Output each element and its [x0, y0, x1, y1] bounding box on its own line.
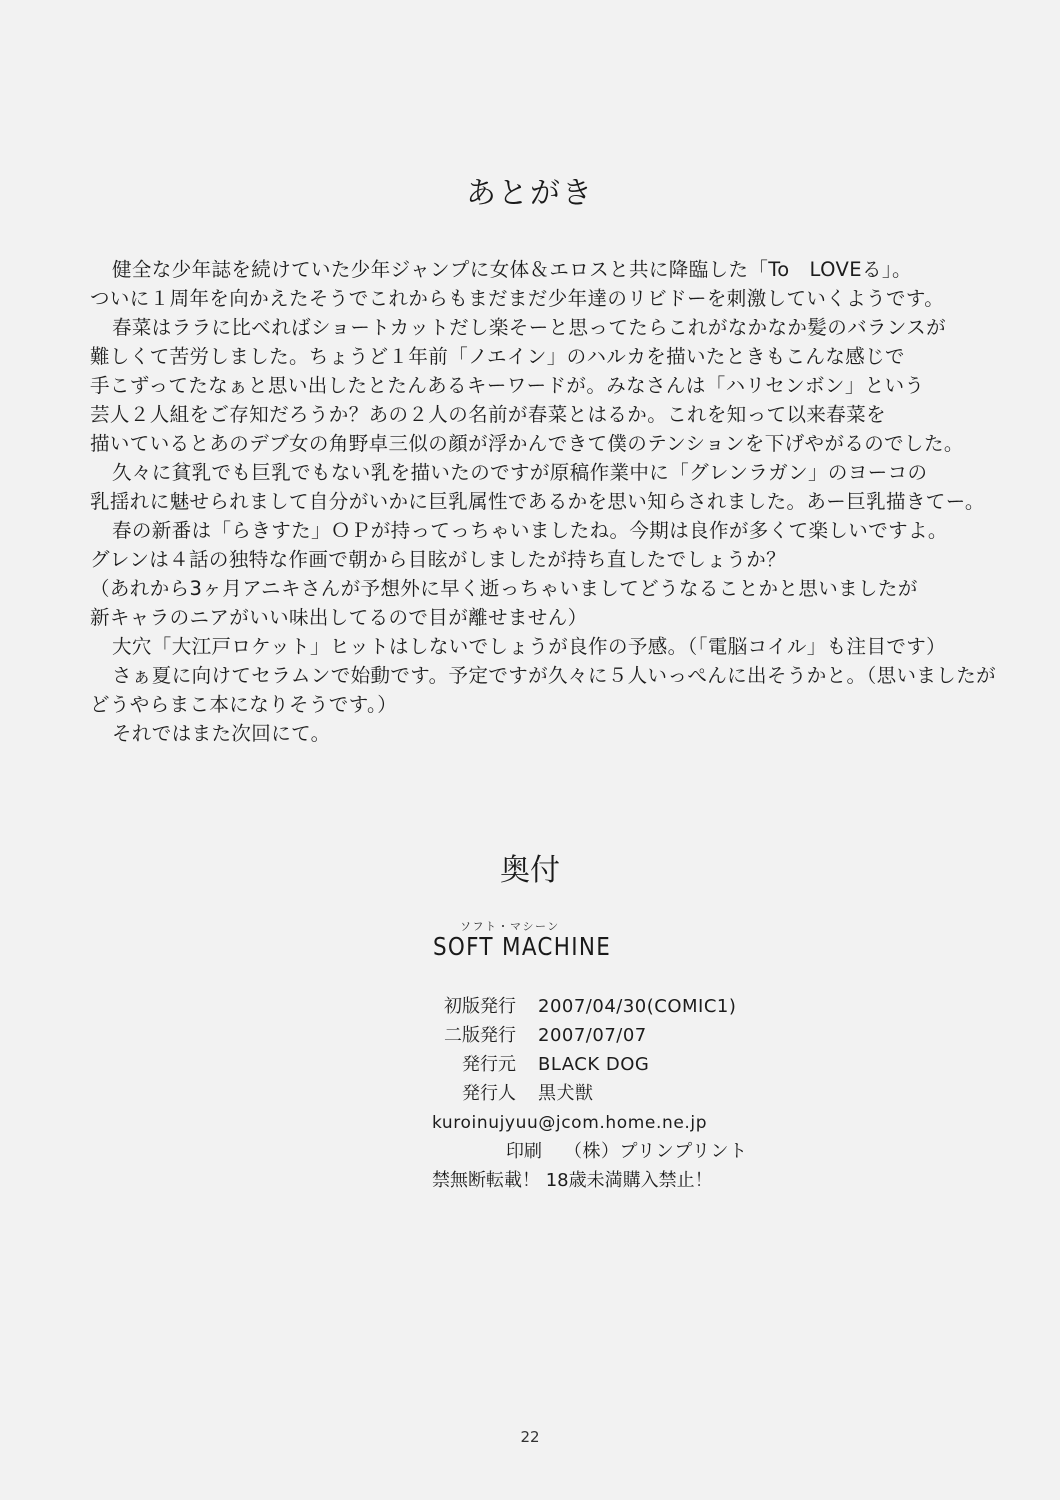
colophon-row-printer — [432, 1137, 792, 1166]
afterword-title: あとがき — [466, 176, 594, 211]
afterword-line: 新キャラのニアがいい味出してるので目が離せません） — [90, 606, 588, 629]
afterword-line: 描いているとあのデブ女の角野卓三似の顔が浮かんできて僕のテンションを下げやがるのでした。 — [90, 432, 964, 455]
colophon-row-first-edition — [432, 992, 792, 1021]
colophon-table — [432, 992, 792, 1195]
afterword-line: 健全な少年誌を続けていた少年ジャンプに女体＆エロスと共に降臨した「To LOVEる」。 — [112, 258, 912, 281]
colophon-value: 2007/07/07 — [538, 1025, 647, 1046]
afterword-line: 春菜はララに比べればショートカットだし楽そーと思ってたらこれがなかなか髪のバランスが — [112, 316, 947, 339]
afterword-line: ついに１周年を向かえたそうでこれからもまだまだ少年達のリビドーを刺激していくようです。 — [90, 287, 945, 310]
colophon-value: 2007/04/30(COMIC1) — [538, 996, 737, 1017]
afterword-line: 春の新番は「らきすた」ＯＰが持ってっちゃいましたね。今期は良作が多くて楽しいですよ。 — [112, 519, 948, 542]
afterword-line: 久々に貧乳でも巨乳でもない乳を描いたのですが原稿作業中に「グレンラガン」のヨーコの — [112, 461, 928, 484]
title-ruby: ソフト・マシーン — [460, 920, 560, 933]
colophon-label: 印刷 — [506, 1141, 542, 1162]
colophon-row-second-edition — [432, 1021, 792, 1050]
colophon-row-publisher — [432, 1050, 792, 1079]
colophon-label: 初版発行 — [444, 996, 516, 1017]
colophon-label: 発行元 — [462, 1054, 516, 1075]
afterword-line: それではまた次回にて。 — [112, 722, 331, 745]
afterword-line: さぁ夏に向けてセラムンで始動です。予定ですが久々に５人いっぺんに出そうかと。（思いましたが — [112, 664, 996, 687]
colophon-row-notice — [432, 1166, 792, 1195]
afterword-line: （あれから3ヶ月アニキさんが予想外に早く逝っちゃいましてどうなることかと思いましたが — [90, 577, 918, 600]
afterword-line: 手こずってたなぁと思い出したとたんあるキーワードが。みなさんは「ハリセンボン」という — [90, 374, 925, 397]
afterword-line: 乳揺れに魅せられまして自分がいかに巨乳属性であるかを思い知らされました。あー巨乳描きてー。 — [90, 490, 985, 513]
colophon-value: （株）プリンプリント — [564, 1141, 748, 1162]
colophon-row-email — [432, 1108, 792, 1137]
contact-email: kuroinujyuu@jcom.home.ne.jp — [432, 1113, 708, 1133]
colophon-value: 黒犬獣 — [538, 1083, 594, 1104]
colophon-row-issuer — [432, 1079, 792, 1108]
colophon-label: 発行人 — [462, 1083, 516, 1104]
afterword-line: どうやらまこ本になりそうです。） — [90, 693, 398, 716]
colophon-label: 二版発行 — [444, 1025, 516, 1046]
colophon-heading: 奥付 — [500, 853, 560, 888]
reprint-notice: 禁無断転載！ 18歳未満購入禁止！ — [432, 1170, 713, 1191]
afterword-line: 大穴「大江戸ロケット」ヒットはしないでしょうが良作の予感。（「電脳コイル」も注目です） — [112, 635, 947, 658]
colophon-value: BLACK DOG — [538, 1054, 650, 1075]
page-number: 22 — [520, 1428, 540, 1446]
afterword-line: 芸人２人組をご存知だろうか？あの２人の名前が春菜とはるか。これを知って以来春菜を — [90, 403, 887, 426]
afterword-line: グレンは４話の独特な作画で朝から目眩がしましたが持ち直したでしょうか？ — [90, 548, 787, 571]
afterword-body — [90, 255, 996, 748]
afterword-line: 難しくて苦労しました。ちょうど１年前「ノエイン」のハルカを描いたときもこんな感じで — [90, 345, 905, 368]
book-title: SOFT MACHINE — [433, 932, 612, 961]
